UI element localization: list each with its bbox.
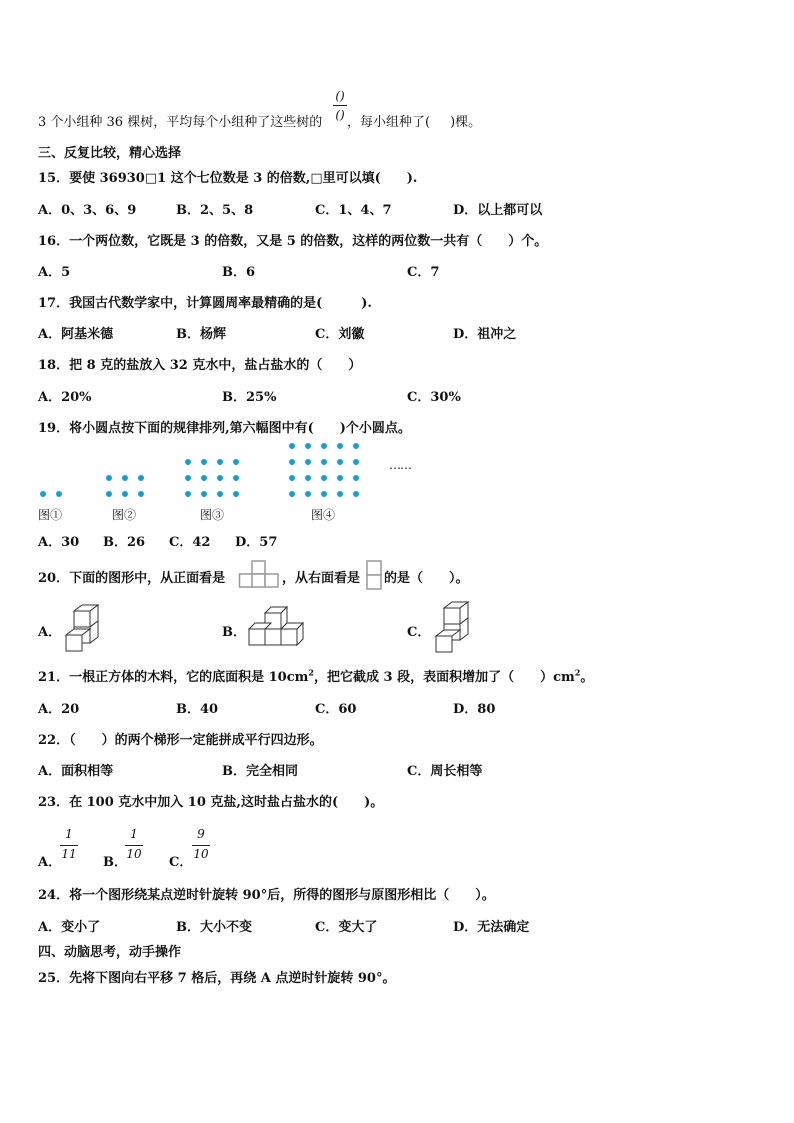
q22-option-a[interactable]: A．面积相等 (38, 764, 114, 779)
q16-stem: 16．一个两位数，它既是 3 的倍数，又是 5 的倍数，这样的两位数一共有（ ）个。 (38, 234, 548, 249)
q15-stem: 15．要使 36930□1 这个七位数是 3 的倍数,□里可以填( ). (38, 171, 418, 186)
pattern-dot (233, 475, 239, 481)
q18-option-a[interactable]: A．20% (38, 390, 92, 405)
q23-option-b-bar (125, 845, 143, 846)
intro-text-c: )棵。 (450, 115, 482, 130)
q23-option-b-label[interactable]: B． (103, 855, 127, 870)
q17-option-b[interactable]: B．杨辉 (176, 327, 226, 342)
pattern-dot (40, 491, 46, 497)
q17-option-c[interactable]: C．刘徽 (315, 327, 365, 342)
pattern-dot (321, 443, 327, 449)
q21-option-d[interactable]: D．80 (453, 702, 496, 717)
pattern-dot (289, 475, 295, 481)
q21-stem-c: 。 (580, 670, 594, 685)
pattern-dot (289, 459, 295, 465)
pattern-dot (305, 491, 311, 497)
pattern-dot (353, 459, 359, 465)
pattern-dot (138, 491, 144, 497)
pattern-dot (217, 491, 223, 497)
q23-option-c-den: 10 (193, 847, 209, 861)
pattern-dot (353, 491, 359, 497)
pattern-dot (138, 475, 144, 481)
q19-option-d[interactable]: D．57 (235, 535, 278, 550)
pattern-dot (321, 475, 327, 481)
pattern-dot (201, 491, 207, 497)
q19-option-c[interactable]: C．42 (169, 535, 211, 550)
q17-stem: 17．我国古代数学家中，计算圆周率最精确的是( ). (38, 296, 372, 311)
q20-option-c[interactable]: C． (407, 625, 431, 640)
q22-option-b[interactable]: B．完全相同 (222, 764, 298, 779)
q23-option-a-den: 11 (61, 847, 77, 861)
pattern-dot (233, 459, 239, 465)
pattern-dot (353, 475, 359, 481)
pattern-dot (321, 491, 327, 497)
q19-option-b[interactable]: B．26 (103, 535, 146, 550)
q23-option-b-num: 1 (130, 827, 138, 841)
intro-text-a: 3 个小组种 36 棵树，平均每个小组种了这些树的 (38, 115, 323, 130)
section-4-heading: 四、动脑思考，动手操作 (38, 945, 182, 960)
q24-stem: 24．将一个图形绕某点逆时针旋转 90°后，所得的图形与原图形相比（ ）。 (38, 888, 495, 903)
q22-stem: 22．（ ）的两个梯形一定能拼成平行四边形。 (38, 733, 323, 748)
q18-option-b[interactable]: B．25% (222, 390, 277, 405)
pattern-dot (337, 443, 343, 449)
pattern-dot (289, 491, 295, 497)
q18-stem: 18．把 8 克的盐放入 32 克水中，盐占盐水的（ ） (38, 358, 362, 373)
pattern-dot (289, 443, 295, 449)
q21-sup-1: 2 (308, 667, 314, 678)
pattern-dot (337, 459, 343, 465)
q17-option-d[interactable]: D．祖冲之 (453, 327, 517, 342)
front-view-icon (239, 560, 279, 588)
figure-label-1: 图① (38, 508, 63, 522)
q23-stem: 23．在 100 克水中加入 10 克盐,这时盐占盐水的( )。 (38, 795, 384, 810)
figure-label-2: 图② (112, 508, 137, 522)
intro-text-b: ，每小组种了( (347, 115, 431, 130)
q21-stem-a: 21．一根正方体的木料，它的底面积是 10cm (38, 670, 309, 685)
q20-option-b[interactable]: B． (222, 625, 246, 640)
pattern-dot (217, 475, 223, 481)
pattern-dot (337, 475, 343, 481)
q15-option-a[interactable]: A．0、3、6、9 (38, 203, 137, 218)
q23-option-a-bar (60, 845, 78, 846)
q24-option-c[interactable]: C．变大了 (315, 920, 378, 935)
pattern-dot (122, 475, 128, 481)
q16-option-c[interactable]: C．7 (407, 265, 440, 280)
q25-stem: 25．先将下图向右平移 7 格后，再绕 A 点逆时针旋转 90°。 (38, 971, 396, 986)
q20-option-a[interactable]: A． (38, 625, 62, 640)
pattern-dot (185, 475, 191, 481)
q20-stem-a: 20．下面的图形中，从正面看是 (38, 571, 226, 586)
q23-option-c-label[interactable]: C． (169, 855, 193, 870)
cube-stack-b-icon[interactable] (247, 606, 305, 648)
q23-option-c-bar (192, 845, 210, 846)
pattern-dot (233, 491, 239, 497)
q21-stem (38, 666, 593, 685)
right-view-icon (366, 560, 382, 590)
figure-label-3: 图③ (200, 508, 225, 522)
q21-stem-b: ，把它截成 3 段，表面积增加了（ ）cm (313, 670, 575, 685)
q15-option-d[interactable]: D．以上都可以 (453, 203, 543, 218)
q21-sup-2: 2 (574, 667, 581, 678)
q16-option-b[interactable]: B．6 (222, 265, 256, 280)
q23-option-b-den: 10 (126, 847, 142, 861)
q20-stem-c: 的是（ ）。 (384, 571, 469, 586)
q19-option-a[interactable]: A．30 (38, 535, 80, 550)
pattern-dot (201, 475, 207, 481)
q18-option-c[interactable]: C．30% (407, 390, 461, 405)
q21-option-b[interactable]: B．40 (176, 702, 219, 717)
pattern-dot (56, 491, 62, 497)
q20-stem-b: ，从右面看是 (282, 571, 361, 586)
q16-option-a[interactable]: A．5 (38, 265, 71, 280)
q21-option-a[interactable]: A．20 (38, 702, 80, 717)
q23-option-c-num: 9 (197, 827, 205, 841)
pattern-dot (185, 459, 191, 465)
intro-line-rest (347, 111, 481, 130)
pattern-dot (353, 443, 359, 449)
q24-option-d[interactable]: D．无法确定 (453, 920, 530, 935)
dot-pattern-ellipsis: …… (389, 458, 411, 472)
intro-fraction-num: () (335, 89, 345, 103)
intro-fraction-bar (333, 105, 347, 106)
pattern-dot (185, 491, 191, 497)
pattern-dot (106, 475, 112, 481)
cube-stack-c-icon[interactable] (432, 600, 472, 656)
pattern-dot (305, 443, 311, 449)
pattern-dot (305, 459, 311, 465)
q24-option-b[interactable]: B．大小不变 (176, 920, 252, 935)
pattern-dot (305, 475, 311, 481)
q19-stem: 19．将小圆点按下面的规律排列,第六幅图中有( )个小圆点。 (38, 421, 411, 436)
pattern-dot (337, 491, 343, 497)
section-3-heading: 三、反复比较，精心选择 (38, 146, 182, 161)
q24-option-a[interactable]: A．变小了 (38, 920, 101, 935)
q15-option-c[interactable]: C．1、4、7 (315, 203, 392, 218)
pattern-dot (321, 459, 327, 465)
q22-option-c[interactable]: C．周长相等 (407, 764, 483, 779)
intro-line (38, 111, 322, 130)
q15-option-b[interactable]: B．2、5、8 (176, 203, 254, 218)
intro-fraction-den: () (335, 108, 345, 122)
q21-option-c[interactable]: C．60 (315, 702, 357, 717)
pattern-dot (201, 459, 207, 465)
pattern-dot (106, 491, 112, 497)
q17-option-a[interactable]: A．阿基米德 (38, 327, 114, 342)
cube-stack-a-icon[interactable] (62, 604, 102, 654)
q23-option-a-label[interactable]: A． (38, 855, 62, 870)
pattern-dot (122, 491, 128, 497)
figure-label-4: 图④ (311, 508, 336, 522)
pattern-dot (217, 459, 223, 465)
q23-option-a-num: 1 (65, 827, 73, 841)
